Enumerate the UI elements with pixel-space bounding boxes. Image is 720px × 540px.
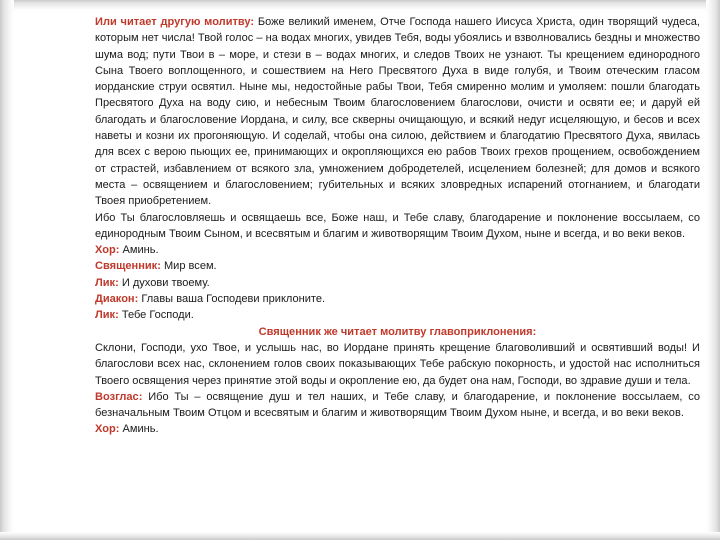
paragraph-text: Ибо Ты благословляешь и освящаешь все, Боже наш, и Тебе славу, благодарение и поклонение воссылаем, со единородным Твоим Сыном, и всесвятым и благим и животворящим Твоим Духом, ныне и всегда, и во веки веков. [95, 211, 700, 240]
speaker-label: Лик: [95, 276, 119, 289]
speaker-label: Хор: [95, 423, 120, 436]
line-text: Аминь. [119, 244, 159, 257]
line-choir-amen [95, 242, 700, 258]
paragraph-text: Склони, Господи, ухо Твое, и услышь нас, во Иордане принять крещение благоволивший и освятивший воды! И благослови всех нас, склонением голов своих показывающих Тебе рабскую покорность, и удостой нас исполниться Твоего освящения через принятие этой воды и окропление ею, да будет она нам, Господи, во здравие души и тела. [95, 341, 700, 387]
slide-border-right [706, 0, 720, 540]
paragraph-exclamation [95, 389, 700, 422]
paragraph-doxology [95, 210, 700, 243]
line-deacon [95, 291, 700, 307]
speaker-label: Возглас: [95, 390, 143, 403]
slide-border-left [0, 0, 14, 540]
line-choir-final-amen [95, 421, 700, 437]
rubric-text: Священник же читает молитву главоприклонения: [258, 325, 537, 338]
slide-border-top [0, 0, 720, 10]
line-choir-response [95, 275, 700, 291]
line-priest [95, 258, 700, 274]
slide-border-bottom [0, 532, 720, 540]
rubric-heading [95, 324, 700, 340]
line-choir-lord [95, 307, 700, 323]
speaker-label: Диакон: [95, 293, 139, 306]
speaker-label: Хор: [95, 244, 120, 257]
line-text: И духови твоему. [118, 276, 210, 289]
speaker-label: Священник: [95, 260, 161, 273]
prayer-text [95, 14, 700, 438]
speaker-label: Или читает другую молитву: [95, 16, 255, 28]
line-text: Аминь. [119, 423, 159, 436]
paragraph-other-prayer [95, 14, 700, 210]
paragraph-text: Боже великий именем, Отче Господа нашего Иисуса Христа, один творящий чудеса, которым нет числа! Твой голос – на водах многих, увидев Тебя, воды убоялись и взволновались бездны и множество шума вод; пути Твои в – море, и стези в – водах многих, и следов Твоих не узнают. Ты крещением единородного Сына Твоего воплощенного, и сошествием на Него Пресвятого Духа в виде голубя, и Твоим отеческим гласом иорданские струи освятил. Ныне мы, недостойные рабы Твои, Тебя смиренно молим и умоляем: пошли благодать Пресвятого Духа на воду сию, и небесным Твоим благословением благослови, очисти и освяти ее; и даруй ей благодать и благословение Иордана, и силу, все скверны очищающую, и всякий недуг исцеляющую, и бесов и всех наветы и козни их прогоняющую. И соделай, чтобы она силою, действием и благодатию Пресвятого Духа, явилась для всех с верою пьющих ее, принимающих и окропляющихся ею рабов Твоих грехов прощением, освобождением от страстей, избавлением от всякого зла, умножением добродетелей, исцелением болезней; для домов и всякого места – освящением и благословением; губительных и всяких зловредных испарений отогнанием, и благодати Твоея приобретением. [95, 16, 700, 208]
paragraph-head-bowing-prayer [95, 340, 700, 389]
paragraph-text: Ибо Ты – освящение душ и тел наших, и Тебе славу, и благодарение, и поклонение воссылаем, со безначальным Твоим Отцом и всесвятым и благим и животворящим Твоим Духом ныне, и всегда, и во веки веков. [95, 390, 700, 420]
line-text: Главы ваша Господеви приклоните. [138, 293, 326, 306]
line-text: Мир всем. [160, 260, 217, 273]
line-text: Тебе Господи. [118, 309, 194, 322]
speaker-label: Лик: [95, 309, 119, 322]
